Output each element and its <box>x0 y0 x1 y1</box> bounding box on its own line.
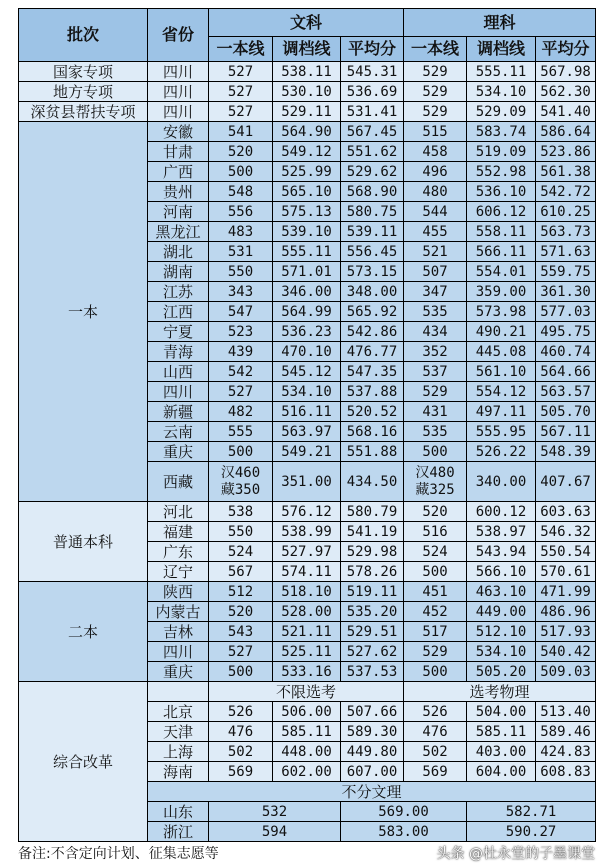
score-cell: 507.66 <box>341 702 404 722</box>
score-cell: 543.94 <box>467 542 536 562</box>
score-cell: 527.62 <box>341 642 404 662</box>
header-batch: 批次 <box>19 9 148 62</box>
score-cell: 348.00 <box>341 282 404 302</box>
score-cell: 533.16 <box>273 662 341 682</box>
score-cell: 542.72 <box>536 182 596 202</box>
score-cell: 537 <box>404 362 467 382</box>
score-cell: 汉460 藏350 <box>209 462 273 502</box>
score-cell: 550.54 <box>536 542 596 562</box>
score-cell: 520 <box>209 602 273 622</box>
subheader-physics: 选考物理 <box>404 682 596 702</box>
score-cell: 537.53 <box>341 662 404 682</box>
score-cell: 607.00 <box>341 762 404 782</box>
score-cell: 516.11 <box>273 402 341 422</box>
batch-label: 一本 <box>19 122 148 502</box>
score-cell: 526.22 <box>467 442 536 462</box>
score-cell: 574.11 <box>273 562 341 582</box>
header-province: 省份 <box>148 9 209 62</box>
score-cell: 590.27 <box>467 822 596 842</box>
header-wen-yiben-line: 一本线 <box>209 37 273 62</box>
score-cell: 434.50 <box>341 462 404 502</box>
score-cell: 520 <box>209 142 273 162</box>
score-cell: 558.11 <box>467 222 536 242</box>
score-cell: 529 <box>404 642 467 662</box>
score-cell: 583.00 <box>341 822 467 842</box>
score-cell: 527.97 <box>273 542 341 562</box>
score-cell: 445.08 <box>467 342 536 362</box>
score-cell: 512 <box>209 582 273 602</box>
score-cell: 602.00 <box>273 762 341 782</box>
score-cell: 549.12 <box>273 142 341 162</box>
score-cell: 562.30 <box>536 82 596 102</box>
score-cell: 458 <box>404 142 467 162</box>
score-cell: 589.46 <box>536 722 596 742</box>
score-cell: 548 <box>209 182 273 202</box>
score-cell: 610.25 <box>536 202 596 222</box>
header-li-yiben-line: 一本线 <box>404 37 467 62</box>
score-cell: 505.70 <box>536 402 596 422</box>
score-cell: 500 <box>209 662 273 682</box>
score-cell: 539.10 <box>273 222 341 242</box>
score-cell: 529.51 <box>341 622 404 642</box>
score-cell: 527 <box>209 102 273 122</box>
score-cell: 535 <box>404 302 467 322</box>
score-cell: 568.90 <box>341 182 404 202</box>
score-cell: 497.11 <box>467 402 536 422</box>
province-cell: 湖南 <box>148 262 209 282</box>
score-cell: 542.86 <box>341 322 404 342</box>
score-cell: 452 <box>404 602 467 622</box>
score-cell: 552.98 <box>467 162 536 182</box>
score-cell: 571.63 <box>536 242 596 262</box>
score-cell: 347 <box>404 282 467 302</box>
score-cell: 538 <box>209 502 273 522</box>
score-cell: 424.83 <box>536 742 596 762</box>
score-cell: 575.13 <box>273 202 341 222</box>
score-cell: 550 <box>209 522 273 542</box>
score-cell: 529 <box>404 102 467 122</box>
score-cell: 532 <box>209 802 341 822</box>
score-cell: 543 <box>209 622 273 642</box>
province-cell: 广东 <box>148 542 209 562</box>
score-cell: 359.00 <box>467 282 536 302</box>
score-cell: 431 <box>404 402 467 422</box>
score-cell: 535 <box>404 422 467 442</box>
table-row <box>19 62 596 82</box>
score-cell: 534.10 <box>467 82 536 102</box>
score-cell: 500 <box>404 442 467 462</box>
score-cell: 523 <box>209 322 273 342</box>
province-cell: 新疆 <box>148 402 209 422</box>
score-cell: 403.00 <box>467 742 536 762</box>
score-cell: 509.03 <box>536 662 596 682</box>
score-cell: 527 <box>209 62 273 82</box>
score-cell: 504.00 <box>467 702 536 722</box>
score-cell: 585.11 <box>273 722 341 742</box>
score-cell: 496 <box>404 162 467 182</box>
score-cell: 555.11 <box>467 62 536 82</box>
score-cell: 547 <box>209 302 273 322</box>
score-cell: 505.20 <box>467 662 536 682</box>
score-cell: 527 <box>209 82 273 102</box>
score-cell: 555 <box>209 422 273 442</box>
score-cell: 563.73 <box>536 222 596 242</box>
score-cell: 550 <box>209 262 273 282</box>
score-cell: 448.00 <box>273 742 341 762</box>
score-cell: 351.00 <box>273 462 341 502</box>
score-cell: 538.11 <box>273 62 341 82</box>
province-cell: 海南 <box>148 762 209 782</box>
score-cell: 564.66 <box>536 362 596 382</box>
province-cell: 云南 <box>148 422 209 442</box>
score-cell: 600.12 <box>467 502 536 522</box>
empty-cell <box>148 682 209 702</box>
table-row <box>19 582 596 602</box>
score-cell: 540.42 <box>536 642 596 662</box>
watermark: 头条 @杜永堂的子墨课堂 <box>436 846 595 862</box>
score-cell: 529 <box>404 62 467 82</box>
score-cell: 566.10 <box>467 562 536 582</box>
score-cell: 407.67 <box>536 462 596 502</box>
score-cell: 518.10 <box>273 582 341 602</box>
score-cell: 567.98 <box>536 62 596 82</box>
score-cell: 586.64 <box>536 122 596 142</box>
score-cell: 536.10 <box>467 182 536 202</box>
province-cell: 河南 <box>148 202 209 222</box>
score-cell: 519.09 <box>467 142 536 162</box>
score-cell: 548.39 <box>536 442 596 462</box>
footnote: 备注:不含定向计划、征集志愿等 <box>18 846 219 862</box>
batch-label: 地方专项 <box>19 82 148 102</box>
score-cell: 568.16 <box>341 422 404 442</box>
score-cell: 529.62 <box>341 162 404 182</box>
score-cell: 495.75 <box>536 322 596 342</box>
score-cell: 521.11 <box>273 622 341 642</box>
score-cell: 530.10 <box>273 82 341 102</box>
score-cell: 531.41 <box>341 102 404 122</box>
score-cell: 577.03 <box>536 302 596 322</box>
score-cell: 534.10 <box>273 382 341 402</box>
province-cell: 广西 <box>148 162 209 182</box>
score-cell: 585.11 <box>467 722 536 742</box>
score-cell: 580.75 <box>341 202 404 222</box>
score-cell: 471.99 <box>536 582 596 602</box>
score-cell: 524 <box>404 542 467 562</box>
score-cell: 519.11 <box>341 582 404 602</box>
province-cell: 宁夏 <box>148 322 209 342</box>
score-cell: 524 <box>209 542 273 562</box>
score-cell: 536.69 <box>341 82 404 102</box>
province-cell: 四川 <box>148 642 209 662</box>
header-wen-average: 平均分 <box>341 37 404 62</box>
score-cell: 551.88 <box>341 442 404 462</box>
score-cell: 569 <box>209 762 273 782</box>
province-cell: 江苏 <box>148 282 209 302</box>
subheader-unrestricted: 不限选考 <box>209 682 404 702</box>
province-cell: 四川 <box>148 102 209 122</box>
score-cell: 538.97 <box>467 522 536 542</box>
score-cell: 563.97 <box>273 422 341 442</box>
score-cell: 527 <box>209 642 273 662</box>
score-cell: 556 <box>209 202 273 222</box>
score-cell: 352 <box>404 342 467 362</box>
province-cell: 贵州 <box>148 182 209 202</box>
score-cell: 525.11 <box>273 642 341 662</box>
score-cell: 573.98 <box>467 302 536 322</box>
header-li: 理科 <box>404 9 596 37</box>
score-cell: 541 <box>209 122 273 142</box>
score-cell: 580.79 <box>341 502 404 522</box>
province-cell: 北京 <box>148 702 209 722</box>
score-cell: 564.90 <box>273 122 341 142</box>
score-cell: 512.10 <box>467 622 536 642</box>
table-row <box>19 502 596 522</box>
score-cell: 573.15 <box>341 262 404 282</box>
score-cell: 576.12 <box>273 502 341 522</box>
score-cell: 529.11 <box>273 102 341 122</box>
score-cell: 564.99 <box>273 302 341 322</box>
score-cell: 527 <box>209 382 273 402</box>
score-cell: 555.11 <box>273 242 341 262</box>
province-cell: 天津 <box>148 722 209 742</box>
province-cell: 上海 <box>148 742 209 762</box>
province-cell: 安徽 <box>148 122 209 142</box>
score-cell: 542 <box>209 362 273 382</box>
score-cell: 482 <box>209 402 273 422</box>
score-cell: 537.88 <box>341 382 404 402</box>
subheader-no-split: 不分文理 <box>148 782 596 802</box>
province-cell: 黑龙江 <box>148 222 209 242</box>
score-cell: 538.99 <box>273 522 341 542</box>
batch-label: 深贫县帮扶专项 <box>19 102 148 122</box>
province-cell: 内蒙古 <box>148 602 209 622</box>
score-cell: 513.40 <box>536 702 596 722</box>
score-cell: 500 <box>404 562 467 582</box>
score-cell: 545.31 <box>341 62 404 82</box>
province-cell: 辽宁 <box>148 562 209 582</box>
header-wen-cutoff: 调档线 <box>273 37 341 62</box>
province-cell: 重庆 <box>148 442 209 462</box>
score-cell: 500 <box>209 442 273 462</box>
score-cell: 525.99 <box>273 162 341 182</box>
score-cell: 549.21 <box>273 442 341 462</box>
score-cell: 451 <box>404 582 467 602</box>
score-cell: 361.30 <box>536 282 596 302</box>
batch-label: 国家专项 <box>19 62 148 82</box>
score-cell: 340.00 <box>467 462 536 502</box>
province-cell: 江西 <box>148 302 209 322</box>
score-cell: 547.35 <box>341 362 404 382</box>
score-cell: 529.98 <box>341 542 404 562</box>
province-cell: 山西 <box>148 362 209 382</box>
province-cell: 甘肃 <box>148 142 209 162</box>
score-cell: 476 <box>404 722 467 742</box>
score-cell: 583.74 <box>467 122 536 142</box>
table-row <box>19 82 596 102</box>
province-cell: 西藏 <box>148 462 209 502</box>
score-cell: 507 <box>404 262 467 282</box>
score-cell: 528.00 <box>273 602 341 622</box>
score-cell: 502 <box>404 742 467 762</box>
score-cell: 506.00 <box>273 702 341 722</box>
score-cell: 539.11 <box>341 222 404 242</box>
score-cell: 500 <box>404 662 467 682</box>
score-cell: 516 <box>404 522 467 542</box>
score-cell: 523.86 <box>536 142 596 162</box>
score-cell: 500 <box>209 162 273 182</box>
score-cell: 570.61 <box>536 562 596 582</box>
score-cell: 546.32 <box>536 522 596 542</box>
score-cell: 526 <box>404 702 467 722</box>
footer <box>18 845 595 863</box>
score-cell: 517 <box>404 622 467 642</box>
score-cell: 463.10 <box>467 582 536 602</box>
score-cell: 536.23 <box>273 322 341 342</box>
score-cell: 608.83 <box>536 762 596 782</box>
score-cell: 520.52 <box>341 402 404 422</box>
score-cell: 502 <box>209 742 273 762</box>
score-cell: 567.11 <box>536 422 596 442</box>
score-cell: 515 <box>404 122 467 142</box>
score-cell: 521 <box>404 242 467 262</box>
score-cell: 434 <box>404 322 467 342</box>
province-cell: 四川 <box>148 82 209 102</box>
score-cell: 汉480 藏325 <box>404 462 467 502</box>
score-cell: 565.10 <box>273 182 341 202</box>
score-cell: 541.19 <box>341 522 404 542</box>
score-cell: 594 <box>209 822 341 842</box>
province-cell: 吉林 <box>148 622 209 642</box>
header-wen: 文科 <box>209 9 404 37</box>
score-cell: 460.74 <box>536 342 596 362</box>
score-cell: 520 <box>404 502 467 522</box>
province-cell: 青海 <box>148 342 209 362</box>
score-cell: 566.11 <box>467 242 536 262</box>
province-cell: 陕西 <box>148 582 209 602</box>
province-cell: 河北 <box>148 502 209 522</box>
score-cell: 554.01 <box>467 262 536 282</box>
score-cell: 526 <box>209 702 273 722</box>
header-li-cutoff: 调档线 <box>467 37 536 62</box>
score-cell: 545.12 <box>273 362 341 382</box>
score-cell: 567.45 <box>341 122 404 142</box>
score-cell: 606.12 <box>467 202 536 222</box>
score-cell: 544 <box>404 202 467 222</box>
score-cell: 343 <box>209 282 273 302</box>
batch-label: 普通本科 <box>19 502 148 582</box>
score-cell: 470.10 <box>273 342 341 362</box>
score-cell: 535.20 <box>341 602 404 622</box>
batch-label: 二本 <box>19 582 148 682</box>
score-cell: 529.09 <box>467 102 536 122</box>
score-cell: 480 <box>404 182 467 202</box>
score-cell: 529 <box>404 382 467 402</box>
score-cell: 541.40 <box>536 102 596 122</box>
score-cell: 476 <box>209 722 273 742</box>
score-cell: 551.62 <box>341 142 404 162</box>
province-cell: 重庆 <box>148 662 209 682</box>
score-cell: 486.96 <box>536 602 596 622</box>
score-cell: 569 <box>404 762 467 782</box>
score-cell: 517.93 <box>536 622 596 642</box>
batch-label: 综合改革 <box>19 682 148 842</box>
score-cell: 563.57 <box>536 382 596 402</box>
score-cell: 603.63 <box>536 502 596 522</box>
score-cell: 561.10 <box>467 362 536 382</box>
header-li-average: 平均分 <box>536 37 596 62</box>
admission-score-table <box>18 8 596 842</box>
province-cell: 湖北 <box>148 242 209 262</box>
score-cell: 449.80 <box>341 742 404 762</box>
score-cell: 565.92 <box>341 302 404 322</box>
score-cell: 559.75 <box>536 262 596 282</box>
province-cell: 四川 <box>148 62 209 82</box>
score-cell: 555.95 <box>467 422 536 442</box>
score-cell: 529 <box>404 82 467 102</box>
province-cell: 山东 <box>148 802 209 822</box>
score-cell: 449.00 <box>467 602 536 622</box>
province-cell: 浙江 <box>148 822 209 842</box>
table-row <box>19 122 596 142</box>
score-cell: 569.00 <box>341 802 467 822</box>
score-cell: 567 <box>209 562 273 582</box>
score-cell: 561.38 <box>536 162 596 182</box>
score-cell: 490.21 <box>467 322 536 342</box>
score-cell: 483 <box>209 222 273 242</box>
score-cell: 556.45 <box>341 242 404 262</box>
score-cell: 534.10 <box>467 642 536 662</box>
table-body <box>19 62 596 842</box>
table-row <box>19 102 596 122</box>
score-cell: 578.26 <box>341 562 404 582</box>
score-cell: 531 <box>209 242 273 262</box>
score-cell: 554.12 <box>467 382 536 402</box>
score-cell: 476.77 <box>341 342 404 362</box>
table-row <box>19 682 596 702</box>
score-cell: 439 <box>209 342 273 362</box>
score-cell: 346.00 <box>273 282 341 302</box>
score-cell: 604.00 <box>467 762 536 782</box>
score-cell: 455 <box>404 222 467 242</box>
province-cell: 福建 <box>148 522 209 542</box>
score-cell: 589.30 <box>341 722 404 742</box>
score-cell: 582.71 <box>467 802 596 822</box>
province-cell: 四川 <box>148 382 209 402</box>
score-cell: 571.01 <box>273 262 341 282</box>
